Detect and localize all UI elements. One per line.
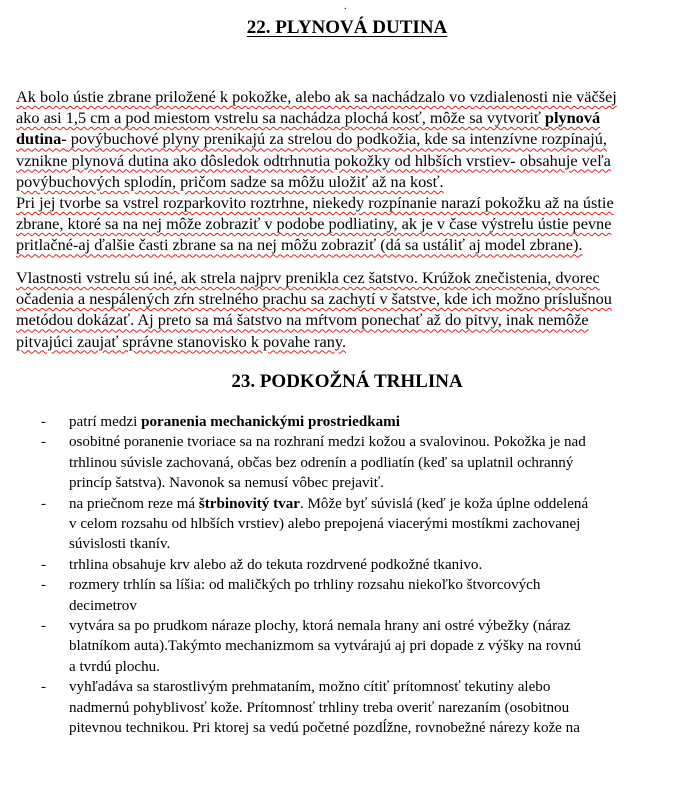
text-run: povýbuchové plyny prenikajú za strelou do podkožia, kde sa intenzívne rozpínajú,: [66, 129, 607, 149]
text-line: vyhľadáva sa starostlivým prehmataním, možno cítiť prítomnosť tekutiny alebo: [69, 679, 551, 696]
text-line: rozmery trhlín sa líšia: od maličkých po trhliny rozsahu niekoľko štvorcových: [69, 577, 541, 594]
text-line: Pri jej tvorbe sa vstrel rozparkovito roztrhne, niekedy rozpínanie narazí pokožku až na ústie: [16, 193, 614, 213]
text-line: [16, 107, 678, 128]
text-line: osobitné poranenie tvoriace sa na rozhraní medzi kožou a svalovinou. Pokožka je nad: [69, 434, 586, 451]
text-run: ako asi 1,5 cm a pod miestom vstrelu sa nachádza plochá kosť, môže sa vytvoriť: [16, 108, 541, 128]
text-line: pitvajúci zaujať správne stanovisko k povahe rany.: [16, 331, 347, 351]
text-line: súvislosti tkanív.: [69, 536, 171, 553]
text-line: pritlačné-aj ďalšie časti zbrane sa na nej môžu zobraziť (dá sa ustáliť aj model zbrane).: [16, 235, 583, 255]
text-line: vytvára sa po prudkom náraze plochy, ktorá nemala hrany ani ostré výbežky (náraz: [69, 618, 571, 635]
list-item: [0, 432, 694, 493]
list-item: [0, 677, 694, 738]
text-line: metódou dokázať. Aj preto sa má šatstvo na mŕtvom ponechať až do pitvy, inak nemôže: [16, 310, 589, 330]
bold-term-dutina: dutina-: [16, 129, 67, 149]
text-run: patrí medzi: [69, 414, 142, 430]
text-run: na priečnom reze má: [69, 495, 199, 512]
header-dot: .: [344, 1, 347, 12]
list-item: [0, 555, 694, 575]
text-line: povýbuchových splodín, pričom sadze sa môžu uložiť až na kosť.: [16, 171, 444, 191]
list-item: [0, 575, 694, 616]
bullet-dash: -: [41, 434, 47, 451]
text-line: trhlinou súvisle zachovaná, občas bez odrenín a podliatín (keď sa uplatnil ochranný: [69, 454, 574, 471]
bullet-list: [0, 412, 694, 739]
list-item: [0, 494, 694, 555]
text-line: [16, 128, 678, 149]
text-line: nadmernú pohyblivosť kože. Prítomnosť trhliny treba overiť narezaním (osobitnou: [69, 699, 570, 716]
bullet-dash: -: [41, 577, 47, 594]
bold-term-plynova: plynová: [544, 108, 601, 128]
text-line: trhlina obsahuje krv alebo až do tekuta rozdrvené podkožné tkanivo.: [69, 556, 483, 573]
text-line: Vlastnosti vstrelu sú iné, ak strela najprv prenikla cez šatstvo. Krúžok znečistenia, dvorec: [16, 268, 600, 287]
text-line: Ak bolo ústie zbrane priložené k pokožke, alebo ak sa nachádzalo vo vzdialenosti nie väčšej: [16, 87, 617, 106]
text-line: pitevnou technikou. Pri ktorej sa vedú početné pozdĺžne, rovnobežné nárezy kože na: [69, 720, 580, 737]
list-item: [0, 412, 694, 432]
text-line: zbrane, ktoré sa na nej môže zobraziť v podobe podliatiny, ak je v čase výstrelu ústie pevne: [16, 214, 612, 234]
text-line: decimetrov: [69, 597, 137, 614]
bullet-dash: -: [41, 679, 47, 696]
bold-term: štrbinovitý tvar: [198, 495, 300, 512]
text-line: očadenia a nespálených zŕn strelného prachu sa zachytí v šatstve, kde ich možno príslušnou: [16, 289, 612, 309]
paragraph-vlastnosti-vstrelu: [16, 267, 678, 352]
paragraph-plynova-dutina: [16, 86, 678, 256]
bullet-dash: -: [41, 618, 47, 635]
text-line: blatníkom auta).Takýmto mechanizmom sa vytvárajú aj pri dopade z výšky na rovnú: [69, 638, 581, 655]
bullet-dash: -: [41, 495, 47, 512]
text-line: [69, 494, 694, 514]
bullet-dash: -: [41, 414, 47, 430]
text-line: princíp šatstva). Navonok sa nemusí vôbec prejaviť.: [69, 475, 384, 492]
section-title-plynova-dutina: 22. PLYNOVÁ DUTINA: [246, 17, 448, 38]
text-line: vznikne plynová dutina ako dôsledok odtrhnutia pokožky od hlbších vrstiev- obsahuje veľa: [16, 150, 611, 170]
bold-term: poranenia mechanickými prostriedkami: [141, 414, 400, 430]
text-run: . Môže byť súvislá (keď je koža úplne oddelená: [299, 495, 589, 512]
text-line: v celom rozsahu od hlbších vrstiev) alebo prepojená viacerými mostíkmi zachovanej: [69, 516, 581, 533]
bullet-dash: -: [41, 556, 47, 573]
list-item: [0, 616, 694, 677]
text-line: a tvrdú plochu.: [69, 658, 160, 675]
section-title-podkozna-trhlina: 23. PODKOŽNÁ TRHLINA: [231, 371, 463, 392]
